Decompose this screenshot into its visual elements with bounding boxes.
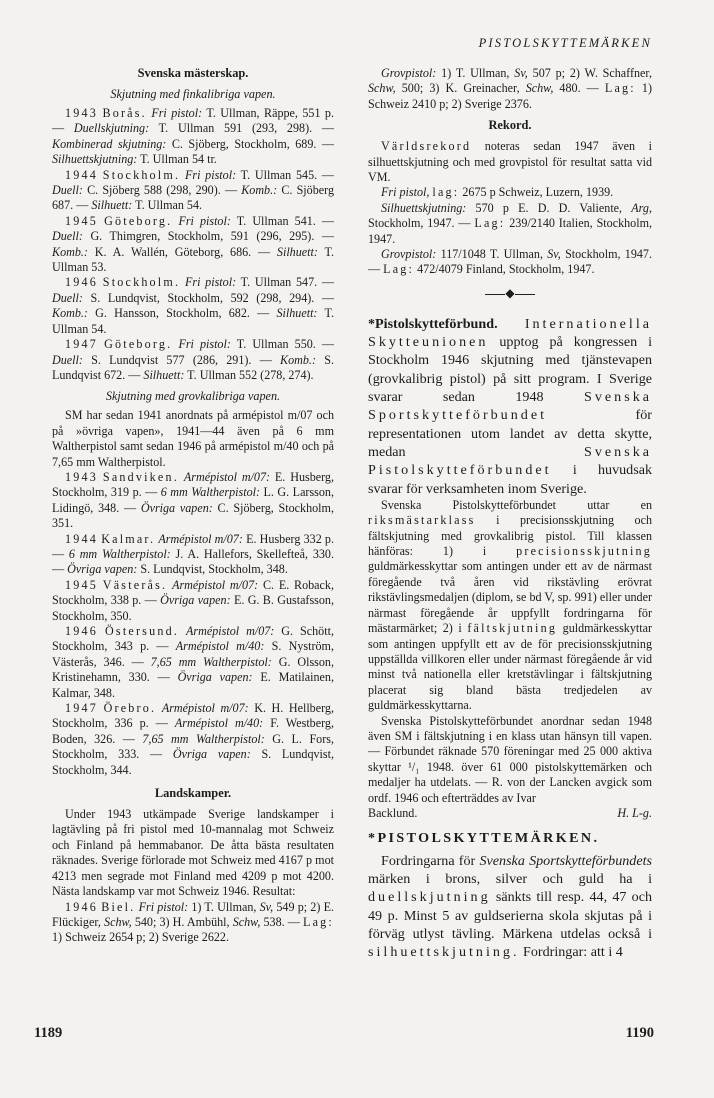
- running-head: PISTOLSKYTTEMÄRKEN: [478, 36, 652, 50]
- entry-grov-1944: 1944 Kalmar. Armépistol m/07: E. Husberg 332 p. — 6 mm Waltherpistol: J. A. Hallefors, Skellefteå, 330. — Övriga vapen: S. Lundqvist, Stockholm, 348.: [52, 531, 334, 577]
- entry-1946-biel: 1946 Biel. Fri pistol: 1) T. Ullman, Sv, 549 p; 2) E. Flückiger, Schw, 540; 3) H. Ambühl, Schw, 538. — Lag: 1) Schweiz 2654 p; 2) Sverige 2622.: [52, 899, 334, 945]
- section-divider: [368, 286, 652, 301]
- entry-grov-1945: 1945 Västerås. Armépistol m/07: C. E. Roback, Stockholm, 338 p. — Övriga vapen: E. G. B. Gustafsson, Stockholm, 350.: [52, 577, 334, 623]
- page-number-right: 1190: [625, 1025, 654, 1041]
- heading-pistolskyttemarken: *PISTOLSKYTTEMÄRKEN.: [368, 830, 600, 847]
- entry-grov-1943: 1943 Sandviken. Armépistol m/07: E. Husberg, Stockholm, 319 p. — 6 mm Waltherpistol: L. G. Larsson, Lidingö, 348. — Övriga vapen: C. Sjöberg, Stockholm, 351.: [52, 469, 334, 531]
- grov-intro: SM har sedan 1941 anordnats på armépistol m/07 och på »övriga vapen», 1941—44 även på 6 mm Waltherpistol samt sedan 1946 på armépistol m/40 och på 7,65 mm Waltherpistol.: [52, 408, 334, 469]
- subheading-finkalibriga: Skjutning med finkalibriga vapen.: [110, 87, 276, 101]
- left-column: [52, 66, 334, 946]
- pistolskyttemarken-paragraph: Fordringarna för Svenska Sportskytteförbundets märken i brons, silver och guld ha i duellskjutning sänkts till resp. 44, 47 och 49 p. Minst 5 av guldserierna skola skjutas på i förväg utlyst tävling. Märkena utdelas också i silhuettskjutning. Fordringar: att i 4: [368, 852, 652, 961]
- landskamper-intro: Under 1943 utkämpade Sverige landskamper i lagtävling på fri pistol med 10-mannalag mot Schweiz och Finland på hemmabanor. De åtta bästa resultaten räknades. Sverige förlorade mot Schweiz med 4167 p mot 4213 men segrade mot Finland med 4209 p mot 4200. Nästa landskamp var mot Schweiz 1946. Resultat:: [52, 807, 334, 899]
- rekord-intro: Världsrekord noteras sedan 1947 även i silhuettskjutning och med grovpistol för resultat satta vid VM.: [368, 139, 652, 185]
- entry-grov-1946: 1946 Östersund. Armépistol m/07: G. Schött, Stockholm, 343 p. — Armépistol m/40: S. Nyström, Västerås, 346. — 7,65 mm Waltherpistol: G. Olsson, Kristinehamn, 330. — Övriga vapen: E. Matilainen, Kalmar, 348.: [52, 624, 334, 700]
- entry-1944-stockholm: 1944 Stockholm. Fri pistol: T. Ullman 545. — Duell: C. Sjöberg 588 (298, 290). — Komb.: C. Sjöberg 687. — Silhuett: T. Ullman 54.: [52, 167, 334, 213]
- page-number-left: 1189: [34, 1025, 63, 1041]
- faltskjutning-paragraph: Svenska Pistolskytteförbundet anordnar sedan 1948 även SM i fältskjutning i en klass utan hänsyn till vapen. — Förbundet räknade 570 föreningar med 25 000 aktiva skyttar ¹/₁ 1948. över 61 000 pistolskyttemärken och medaljer ha utdelats. — R. von der Lancken avgick som ordf. 1946 och efterträddes av Ivar: [368, 713, 652, 805]
- riksmastarklass-paragraph: Svenska Pistolskytteförbundet uttar en riksmästarklass i precisionsskjutning och fältskjutning med grovkalibrig pistol. Till klassen hänföras: 1) i precisionsskjutning guldmärkesskyttar som antingen under ett av de närmast föregående två åren vid rikstävling erövrat rikstävlingsmedaljen (diplom, se bd V, sp. 991) eller under närmast föregående år uppfyllt fordringarna för mästarmärket; 2) i fältskjutning guldmärkesskyttar som antingen uppfyllt ett av de för precisionsskjutning uppställda villkoren eller under närmast föregående år vid minst två nationella eller kretstävlingar i fältskjutning placerat sig bland bästa tredjedelen av guldmärkesskyttarna.: [368, 497, 652, 713]
- rekord-fri-pistol: Fri pistol, lag: 2675 p Schweiz, Luzern, 1939.: [381, 185, 614, 200]
- rekord-grovpistol: Grovpistol: 117/1048 T. Ullman, Sv, Stockholm, 1947. — Lag: 472/4079 Finland, Stockholm, 1947.: [368, 247, 652, 277]
- author-signature: H. L-g.: [617, 805, 652, 820]
- heading-landskamper: Landskamper.: [154, 786, 232, 801]
- subheading-grovkalibriga: Skjutning med grovkalibriga vapen.: [105, 389, 281, 404]
- right-column: [368, 66, 652, 961]
- entry-1947-goteborg: 1947 Göteborg. Fri pistol: T. Ullman 550. — Duell: S. Lundqvist 577 (286, 291). — Komb.: S. Lundqvist 672. — Silhuett: T. Ullman 552 (278, 274).: [52, 337, 334, 382]
- entry-1943-boras: 1943 Borås. Fri pistol: T. Ullman, Räppe, 551 p. — Duellskjutning: T. Ullman 591 (293, 298). — Kombinerad skjutning: C. Sjöberg, Stockholm, 689. — Silhuettskjutning: T. Ullman 54 tr.: [52, 106, 334, 167]
- signature-line: Backlund. H. L-g.: [368, 805, 652, 820]
- entry-1945-goteborg: 1945 Göteborg. Fri pistol: T. Ullman 541. — Duell: G. Thimgren, Stockholm, 591 (296, 295). — Komb.: K. A. Wallén, Göteborg, 686. — Silhuett: T. Ullman 53.: [52, 213, 334, 275]
- heading-svenska-masterskap: Svenska mästerskap.: [137, 66, 249, 80]
- entry-1946-stockholm: 1946 Stockholm. Fri pistol: T. Ullman 547. — Duell: S. Lundqvist, Stockholm, 592 (298, 294). — Komb.: G. Hansson, Stockholm, 682. — Silhuett: T. Ullman 54.: [52, 275, 334, 336]
- grovpistol-result: Grovpistol: 1) T. Ullman, Sv, 507 p; 2) W. Schaffner, Schw, 500; 3) K. Greinacher, Schw, 480. — Lag: 1) Schweiz 2410 p; 2) Sverige 2376.: [368, 66, 653, 111]
- rekord-silhuett: Silhuettskjutning: 570 p E. D. D. Valiente, Arg, Stockholm, 1947. — Lag: 239/2140 Italien, Stockholm, 1947.: [368, 200, 653, 246]
- pistolskytteforbund-entry: *Pistolskytteförbund. Internationella Skytteunionen upptog på kongressen i Stockholm 1946 skjutning med tjänstevapen (grovkalibrig pistol) på sitt program. I Sverige svarar sedan 1948 Svenska Sportskytteförbundet för representationen utom landet av detta skytte, medan Svenska Pistolskytteförbundet i huvudsak svarar för verksamheten inom Sverige.: [368, 315, 652, 497]
- heading-rekord: Rekord.: [488, 118, 532, 133]
- diamond-ornament-icon: ◆: [505, 285, 515, 300]
- entry-grov-1947: 1947 Örebro. Armépistol m/07: K. H. Hellberg, Stockholm, 336 p. — Armépistol m/40: F. Westberg, Boden, 326. — 7,65 mm Waltherpistol: G. L. Fors, Stockholm, 333. — Övriga vapen: S. Lundqvist, Stockholm, 344.: [52, 701, 334, 777]
